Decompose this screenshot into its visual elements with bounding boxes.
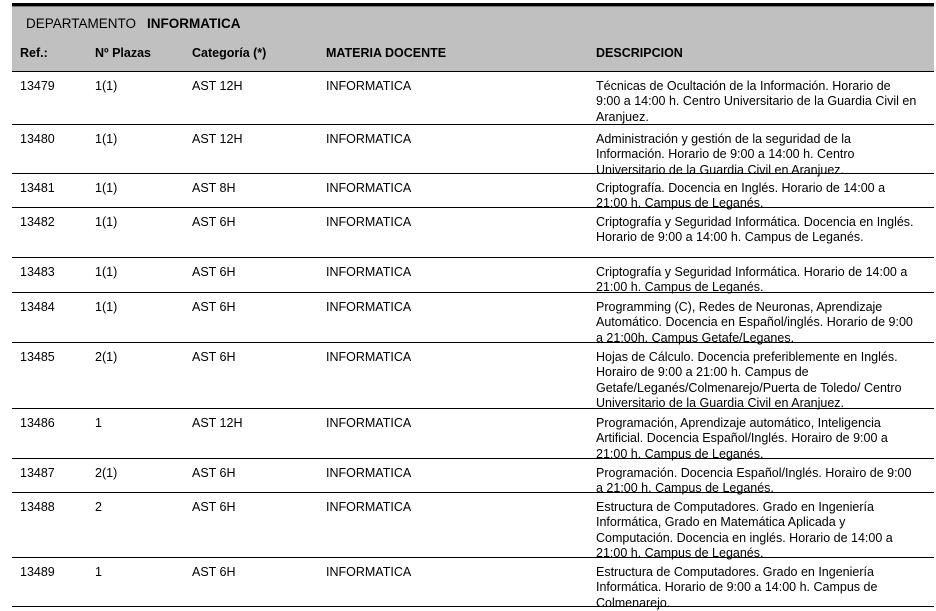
cell-materia: INFORMATICA xyxy=(326,79,412,93)
cell-materia: INFORMATICA xyxy=(326,565,412,579)
col-header-categoria: Categoría (*) xyxy=(192,46,267,60)
cell-categoria: AST 8H xyxy=(192,181,236,195)
col-header-plazas: Nº Plazas xyxy=(95,46,151,60)
table-row xyxy=(12,258,934,293)
cell-descripcion: Criptografía y Seguridad Informática. Horario de 14:00 a 21:00 h. Campus de Leganés. xyxy=(596,265,908,295)
cell-materia: INFORMATICA xyxy=(326,350,412,364)
cell-categoria: AST 6H xyxy=(192,565,236,579)
cell-materia: INFORMATICA xyxy=(326,132,412,146)
cell-categoria: AST 12H xyxy=(192,132,243,146)
cell-plazas: 1(1) xyxy=(95,181,118,195)
cell-descripcion: Programación. Docencia Español/Inglés. Horairo de 9:00 a 21:00 h. Campus de Leganés. xyxy=(596,466,912,496)
cell-categoria: AST 6H xyxy=(192,300,236,314)
table-body xyxy=(12,72,934,610)
cell-ref: 13484 xyxy=(20,300,55,314)
cell-plazas: 1 xyxy=(95,416,102,430)
cell-categoria: AST 6H xyxy=(192,500,236,514)
table-row xyxy=(12,125,934,177)
table-row xyxy=(12,293,934,343)
cell-materia: INFORMATICA xyxy=(326,215,412,229)
cell-descripcion: Estructura de Computadores. Grado en Ingeniería Informática. Horario de 9:00 a 14:00 h. Campus de Colmenarejo. xyxy=(596,565,878,610)
cell-materia: INFORMATICA xyxy=(326,181,412,195)
cell-plazas: 2(1) xyxy=(95,350,118,364)
table-row xyxy=(12,72,934,125)
department-title xyxy=(26,16,241,31)
department-label: DEPARTAMENTO xyxy=(26,16,137,31)
cell-categoria: AST 6H xyxy=(192,350,236,364)
cell-plazas: 1(1) xyxy=(95,132,118,146)
table-row xyxy=(12,459,934,496)
table-header xyxy=(12,7,934,72)
cell-ref: 13481 xyxy=(20,181,55,195)
cell-ref: 13486 xyxy=(20,416,55,430)
cell-materia: INFORMATICA xyxy=(326,500,412,514)
cell-ref: 13483 xyxy=(20,265,55,279)
table-row xyxy=(12,174,934,211)
cell-plazas: 2 xyxy=(95,500,102,514)
table-row xyxy=(12,343,934,409)
cell-categoria: AST 6H xyxy=(192,215,236,229)
cell-plazas: 1(1) xyxy=(95,215,118,229)
table-row xyxy=(12,409,934,459)
positions-table xyxy=(12,3,934,610)
cell-categoria: AST 6H xyxy=(192,466,236,480)
cell-ref: 13480 xyxy=(20,132,55,146)
cell-plazas: 2(1) xyxy=(95,466,118,480)
cell-ref: 13488 xyxy=(20,500,55,514)
cell-descripcion: Criptografía y Seguridad Informática. Docencia en Inglés. Horario de 9:00 a 14:00 h. Campus de Leganés. xyxy=(596,215,914,245)
cell-descripcion: Hojas de Cálculo. Docencia preferiblemente en Inglés. Horairo de 9:00 a 21:00 h. Campus de Getafe/Leganés/Colmenarejo/Puerta de Toledo/ Centro Universitario de la Guardia Civil en Aranjuez. xyxy=(596,350,902,410)
cell-plazas: 1(1) xyxy=(95,265,118,279)
cell-plazas: 1 xyxy=(95,565,102,579)
cell-categoria: AST 12H xyxy=(192,416,243,430)
cell-ref: 13485 xyxy=(20,350,55,364)
col-header-materia: MATERIA DOCENTE xyxy=(326,46,447,60)
cell-materia: INFORMATICA xyxy=(326,265,412,279)
cell-plazas: 1(1) xyxy=(95,79,118,93)
cell-descripcion: Programación, Aprendizaje automático, Inteligencia Artificial. Docencia Español/Inglés. Horairo de 9:00 a 21:00 h. Campus de Leganés. xyxy=(596,416,888,461)
cell-ref: 13489 xyxy=(20,565,55,579)
cell-categoria: AST 12H xyxy=(192,79,243,93)
cell-descripcion: Criptografía. Docencia en Inglés. Horario de 14:00 a 21:00 h. Campus de Leganés. xyxy=(596,181,886,211)
cell-ref: 13487 xyxy=(20,466,55,480)
table-row xyxy=(12,558,934,610)
cell-categoria: AST 6H xyxy=(192,265,236,279)
table-row xyxy=(12,208,934,258)
cell-descripcion: Técnicas de Ocultación de la Información. Horario de 9:00 a 14:00 h. Centro Universitario de la Guardia Civil en Aranjuez. xyxy=(596,79,917,124)
col-header-ref: Ref.: xyxy=(20,46,48,60)
cell-ref: 13479 xyxy=(20,79,55,93)
cell-descripcion: Programming (C), Redes de Neuronas, Aprendizaje Automático. Docencia en Español/inglés. Horario de 9:00 a 21:00h. Campus Getafe/Leganes. xyxy=(596,300,913,345)
cell-descripcion: Estructura de Computadores. Grado en Ingeniería Informática, Grado en Matemática Aplicada y Computación. Docencia en inglés. Horario de 14:00 a 21:00 h. Campus de Leganés. xyxy=(596,500,893,560)
table-row xyxy=(12,493,934,558)
cell-descripcion: Administración y gestión de la seguridad de la Información. Horario de 9:00 a 14:00 h. Centro Universitario de la Guardia Civil en Aranjuez. xyxy=(596,132,855,177)
department-name: INFORMATICA xyxy=(147,16,241,31)
cell-materia: INFORMATICA xyxy=(326,416,412,430)
cell-plazas: 1(1) xyxy=(95,300,118,314)
cell-ref: 13482 xyxy=(20,215,55,229)
cell-materia: INFORMATICA xyxy=(326,300,412,314)
col-header-descripcion: DESCRIPCION xyxy=(596,46,683,60)
cell-materia: INFORMATICA xyxy=(326,466,412,480)
